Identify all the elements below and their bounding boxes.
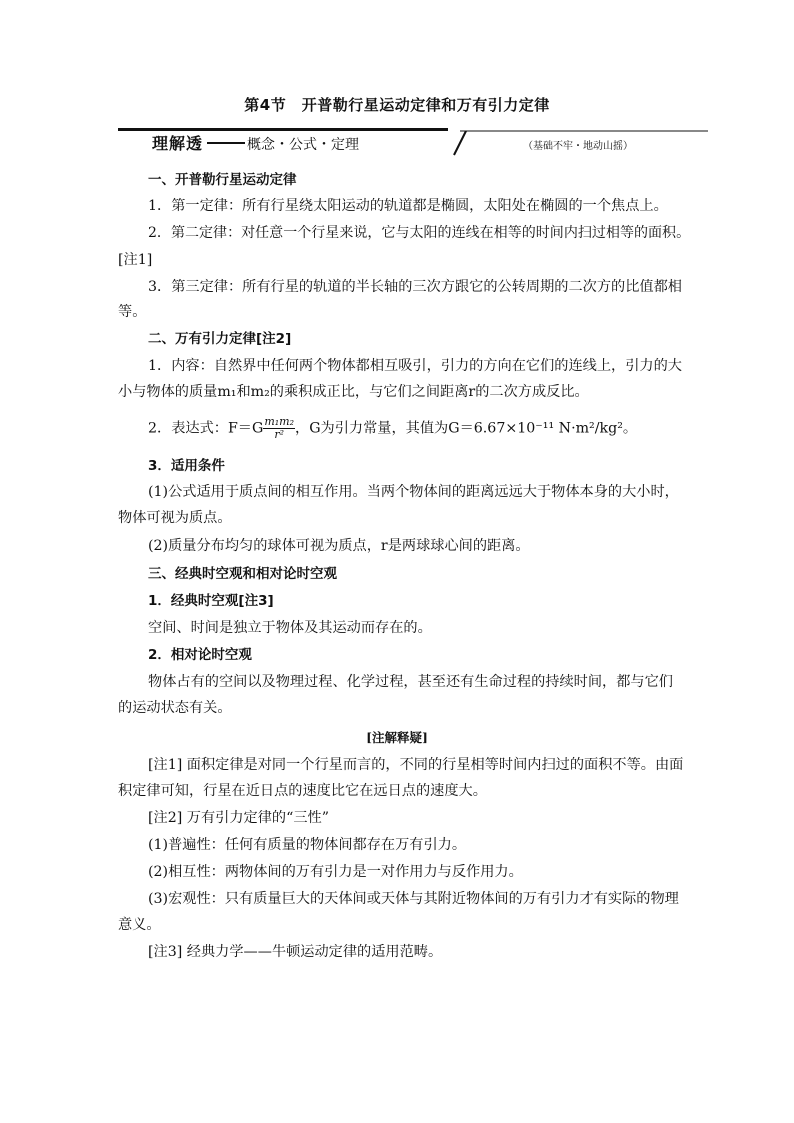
formula-fraction [263,416,295,441]
banner-left-text [152,131,359,154]
paragraph-line: [注1] [118,252,153,268]
note-line: [注1] 面积定律是对同一个行星而言的，不同的行星相等时间内扫过的面积不等。由面 [148,757,684,773]
paragraph-line: 的运动状态有关。 [118,700,232,716]
note-line: (1)普遍性：任何有质量的物体间都存在万有引力。 [148,837,467,853]
paragraph-line: 空间、时间是独立于物体及其运动而存在的。 [148,620,432,636]
note-line: 意义。 [118,917,161,933]
paragraph-line: 1．内容：自然界中任何两个物体都相互吸引，引力的方向在它们的连线上，引力的大 [148,358,682,374]
note-line: (2)相互性：两物体间的万有引力是一对作用力与反作用力。 [148,864,523,880]
formula-suffix: ，G为引力常量，其值为G＝6.67×10⁻¹¹ N·m²/kg²。 [295,420,638,437]
formula-prefix: 2．表达式：F＝G [148,420,264,437]
banner-left-rest: 概念・公式・定理 [247,137,360,153]
formula-line [148,416,637,441]
notes-title: [注解释疑] [366,730,428,745]
banner-dash [207,142,245,144]
paragraph-line: 1．经典时空观[注3] [148,593,274,609]
note-line: 积定律可知，行星在近日点的速度比它在远日点的速度大。 [118,783,487,799]
section-heading-2: 二、万有引力定律[注2] [148,331,292,347]
paragraph-line: 2．第二定律：对任意一个行星来说，它与太阳的连线在相等的时间内扫过相等的面积。 [148,225,691,241]
paragraph-line: 3．第三定律：所有行星的轨道的半长轴的三次方跟它的公转周期的二次方的比值都相 [148,279,682,295]
section-banner [118,128,708,156]
paragraph-line: 1．第一定律：所有行星绕太阳运动的轨道都是椭圆，太阳处在椭圆的一个焦点上。 [148,198,668,214]
paragraph-line: 小与物体的质量m₁和m₂的乘积成正比，与它们之间距离r的二次方成反比。 [118,384,589,400]
note-line: (3)宏观性：只有质量巨大的天体间或天体与其附近物体间的万有引力才有实际的物理 [148,891,679,907]
banner-right-text: （基础不牢・地动山摇） [523,141,633,152]
paragraph-line: 物体占有的空间以及物理过程、化学过程，甚至还有生命过程的持续时间，都与它们 [148,674,673,690]
paragraph-line: (1)公式适用于质点间的相互作用。当两个物体间的距离远远大于物体本身的大小时， [148,484,679,500]
note-line: [注2] 万有引力定律的“三性” [148,810,329,826]
section-heading-1: 一、开普勒行星运动定律 [148,172,297,188]
note-line: [注3] 经典力学——牛顿运动定律的适用范畴。 [148,944,443,960]
banner-left-bold: 理解透 [152,134,204,153]
fraction-denominator: r² [274,428,285,441]
paragraph-line: 3．适用条件 [148,458,225,474]
paragraph-line: 物体可视为质点。 [118,510,232,526]
paragraph-line: 2．相对论时空观 [148,647,252,663]
paragraph-line: 等。 [118,304,147,320]
paragraph-line: (2)质量分布均匀的球体可视为质点，r是两球球心间的距离。 [148,538,530,554]
fraction-numerator: m₁m₂ [264,415,295,428]
section-heading-3: 三、经典时空观和相对论时空观 [148,566,337,582]
page-title: 第4节 开普勒行星运动定律和万有引力定律 [244,96,550,114]
